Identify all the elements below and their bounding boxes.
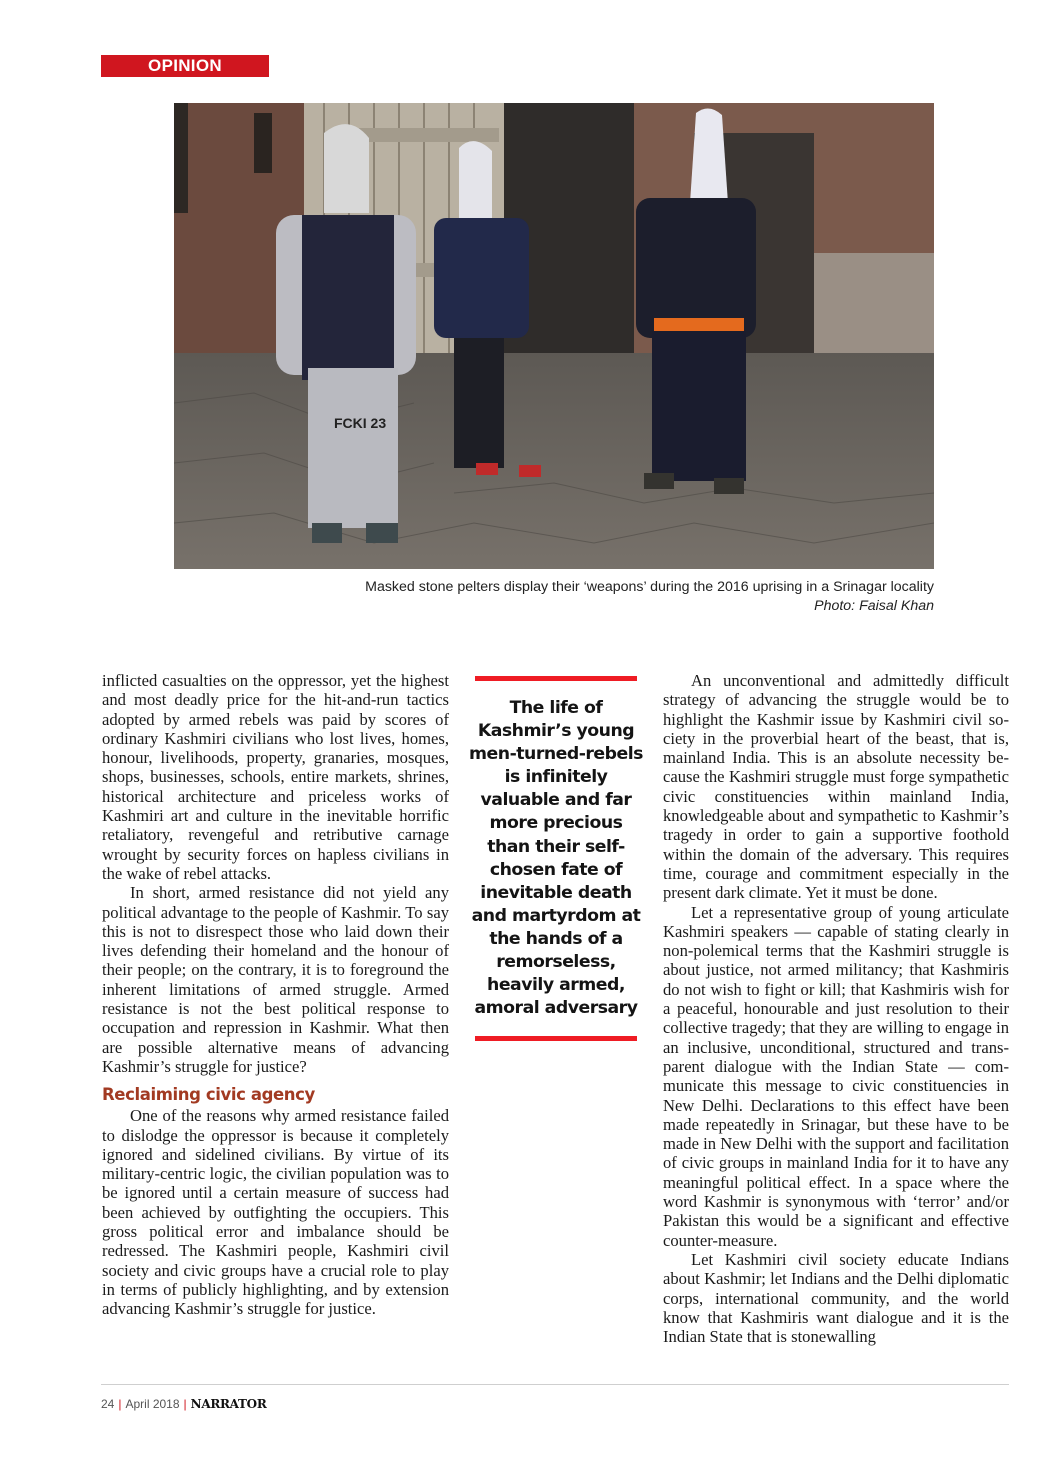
subheading: Reclaiming civic agency: [102, 1085, 315, 1105]
pull-quote: [469, 676, 643, 1041]
footer-separator: |: [118, 1397, 122, 1411]
pull-quote-top-rule: [475, 676, 637, 681]
footer-separator: |: [183, 1397, 187, 1411]
publication-logo: NARRATOR: [190, 1397, 267, 1411]
paragraph: Let Kashmiri civil society educate Indians about Kashmir; let Indians and the Delhi diplomatic corps, international community, and the world know that Kashmiris want dialogue and it is the Indian State that is stonewalling: [663, 1249, 1009, 1347]
paragraph: An unconventional and admittedly difficult strategy of advancing the struggle would be to highlight the Kashmir issue by Kashmiri civil society in the proverbial heart of the beast, that is, mainland India. This is an absolute necessity because the Kashmiri struggle must forge sympathetic civic constituencies within mainland India, knowledgeable about and sympathetic to Kashmir’s tragedy in order to gain a supportive foothold within the domain of the adversary. This requires time, courage and commitment especially in the present dark climate. Yet it must be done.: [663, 671, 1009, 903]
paragraph: One of the reasons why armed resistance failed to dislodge the oppressor is because it completely ignored and sidelined civilians. By virtue of its military-centric logic, the civilian population was to be ignored until a certain measure of success had been achieved by outfighting the occupiers. This gross political error and imbalance should be redressed. The Kashmiri people, Kashmiri civil society and civic groups have a crucial role to play in terms of publicly highlighting, and by extension advancing Kashmir’s struggle for justice.: [102, 1106, 449, 1319]
photo-credit: Photo: Faisal Khan: [814, 598, 934, 614]
pull-quote-bottom-rule: [475, 1036, 637, 1041]
shirt-print: FCKI 23: [334, 415, 387, 431]
paragraph: inflicted casualties on the oppressor, yet the highest and most deadly price for the hit-and-run tactics adopted by armed rebels was paid by scores of ordinary Kashmiri civilians who lost lives, homes, honour, livelihoods, property, granaries, mosques, shops, businesses, schools, entire markets, shrines, historical architecture and priceless works of Kashmiri art and culture in the inevitable horrific retaliatory, revengeful and retributive carnage wrought by security forces on hapless civilians in the wake of rebel attacks.: [102, 671, 449, 883]
page-footer: [101, 1397, 267, 1411]
photo-caption: [200, 578, 934, 616]
page-number: 24: [101, 1397, 115, 1411]
stone-pelters-photo: [174, 103, 934, 569]
article-photo: [174, 103, 934, 569]
paragraph: In short, armed resistance did not yield any political advantage to the people of Kashmir. To say this is not to disrespect those who laid down their lives defending their homeland and the honour of their people; on the contrary, it is to foreground the inherent limitations of armed struggle. Armed resistance is not the best political response to occupation and repression in Kashmir. What then are possible alternative means of advancing Kashmir’s struggle for justice?: [102, 883, 449, 1076]
article-column-left: [102, 671, 449, 1319]
pull-quote-text: The life of Kashmir’s young men-turned-rebels is infinitely valuable and far more precious than their self-chosen fate of inevitable death and martyrdom at the hands of a remorseless, heavily armed, amoral adversary: [469, 698, 643, 1019]
article-column-right: [663, 671, 1009, 1346]
section-label: OPINION: [101, 55, 269, 77]
caption-text: Masked stone pelters display their ‘weapons’ during the 2016 uprising in a Srinagar locality: [365, 579, 934, 595]
paragraph: Let a representative group of young articulate Kashmiri speakers — capable of stating clearly in non-polemical terms that the Kashmiri struggle is about justice, not armed militancy; that Kashmiris do not wish to fight or kill; that Kashmiris wish for a peaceful, honourable and just resolution to their collective tragedy; that they are willing to engage in an inclusive, unconditional, structured and transparent dialogue with the Indian State — communicate this message to civic constituencies in New Delhi. Declarations to this effect have been made repeatedly in Srinagar, but these have to be made in New Delhi with the support and facilitation of civic groups in mainland India for it to have any meaningful political effect. In a space where the word Kashmir is synonymous with ‘terror’ and/or Pakistan this would be a significant and effective counter-measure.: [663, 902, 1009, 1250]
issue-date: April 2018: [125, 1397, 180, 1411]
footer-divider: [101, 1384, 1009, 1385]
